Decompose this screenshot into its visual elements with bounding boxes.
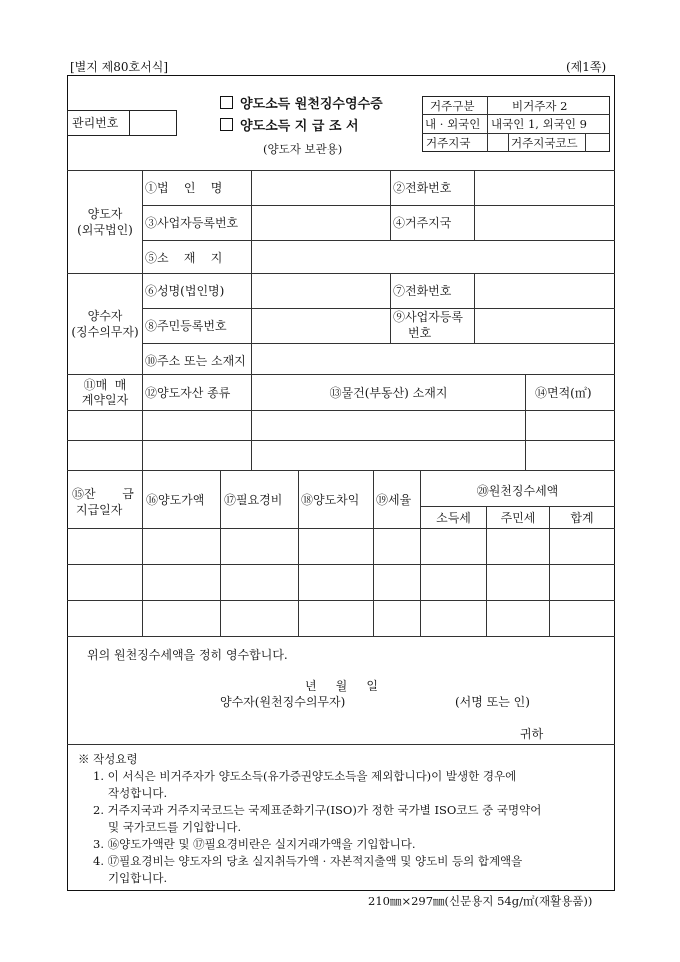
- mgmt-no-label: 관리번호: [72, 116, 119, 130]
- checkbox-receipt[interactable]: [220, 96, 233, 109]
- title-payment-record[interactable]: 양도소득 지 급 조 서: [220, 118, 359, 134]
- instruction-4-cont: 기입합니다.: [108, 871, 168, 885]
- payment-row-2[interactable]: [68, 565, 614, 599]
- col-property-location: ⑬물건(부동산) 소재지: [329, 386, 448, 400]
- col-transfer-gain: ⑱양도차익: [301, 493, 360, 507]
- col-transfer-price: ⑯양도가액: [146, 493, 205, 507]
- field-biz-reg-input[interactable]: [252, 206, 389, 239]
- field-corp-name-input[interactable]: [252, 171, 389, 204]
- asset-row-1[interactable]: [68, 411, 614, 439]
- receipt-payer: 양수자(원천징수의무자): [220, 695, 346, 709]
- instruction-4: 4. ⑰필요경비는 양도자의 당초 실지취득가액 · 자본적지출액 및 양도비 등의 합계액을: [93, 854, 523, 868]
- instruction-3: 3. ⑯양도가액란 및 ⑰필요경비란은 실지거래가액을 기입합니다.: [93, 837, 416, 851]
- form-number: [별지 제80호서식]: [70, 60, 168, 74]
- receipt-date[interactable]: 년 월 일: [305, 679, 378, 693]
- nationality-value: 내국인 1, 외국인 9: [491, 117, 587, 131]
- checkbox-payment-record[interactable]: [220, 118, 233, 131]
- copy-note: (양도자 보관용): [263, 142, 343, 156]
- field-name-input[interactable]: [252, 274, 389, 307]
- payment-row-3[interactable]: [68, 601, 614, 635]
- asset-row-2[interactable]: [68, 441, 614, 469]
- transferor-label: 양도자: [87, 207, 123, 221]
- field-resident-no-input[interactable]: [252, 309, 389, 342]
- instruction-2: 2. 거주지국과 거주지국코드는 국제표준화기구(ISO)가 정한 국가별 ISO코드 중 국명약어: [93, 803, 542, 817]
- title-receipt[interactable]: 양도소득 원천징수영수증: [220, 96, 383, 112]
- col-asset-type: ⑫양도자산 종류: [145, 386, 231, 400]
- field-location-label: ⑤소 재 지: [145, 251, 223, 265]
- field-phone-input[interactable]: [475, 171, 613, 204]
- country-code-label: 거주지국코드: [511, 136, 578, 150]
- col-area: ⑭면적(㎡): [535, 386, 592, 400]
- field-phone-label: ②전화번호: [393, 181, 452, 195]
- field-transferee-biz-input[interactable]: [475, 309, 613, 342]
- instruction-2-cont: 및 국가코드를 기입합니다.: [108, 820, 242, 834]
- field-corp-name-label: ①법 인 명: [145, 181, 223, 195]
- field-country-input[interactable]: [475, 206, 613, 239]
- field-address-input[interactable]: [252, 344, 613, 373]
- field-transferee-phone-input[interactable]: [475, 274, 613, 307]
- residency-value: 비거주자 2: [512, 99, 568, 113]
- instruction-1-cont: 작성합니다.: [108, 786, 168, 800]
- transferor-sublabel: (외국법인): [77, 223, 133, 237]
- nationality-label: 내 · 외국인: [425, 117, 481, 131]
- mgmt-no-input[interactable]: [129, 110, 177, 136]
- col-total: 합계: [570, 511, 594, 525]
- paper-spec: 210㎜×297㎜(신문용지 54g/㎡(재활용품)): [368, 894, 593, 908]
- field-transferee-phone-label: ⑦전화번호: [393, 284, 452, 298]
- col-balance-payment: ⑮잔 금: [72, 487, 134, 501]
- field-address-label: ⑩주소 또는 소재지: [145, 354, 246, 368]
- col-resident-tax: 주민세: [500, 511, 536, 525]
- col-balance-payment-2: 지급일자: [76, 503, 123, 517]
- col-withholding-tax: ⑳원천징수세액: [476, 484, 559, 498]
- field-name-label: ⑥성명(법인명): [145, 284, 225, 298]
- receipt-statement: 위의 원천징수세액을 정히 영수합니다.: [87, 648, 288, 662]
- transferee-sublabel: (징수의무자): [71, 325, 139, 339]
- field-transferee-biz-label: ⑨사업자등록: [393, 310, 463, 324]
- field-transferee-biz-label-2: 번호: [408, 326, 432, 340]
- page-number: (제1쪽): [566, 60, 607, 74]
- col-contract-date-2: 계약일자: [81, 393, 129, 407]
- field-resident-no-label: ⑧주민등록번호: [145, 319, 227, 333]
- field-country-label: ④거주지국: [393, 216, 452, 230]
- transferee-label: 양수자: [87, 309, 123, 323]
- field-biz-reg-label: ③사업자등록번호: [145, 216, 239, 230]
- col-tax-rate: ⑲세율: [376, 493, 412, 507]
- receipt-honorific: 귀하: [520, 727, 544, 741]
- col-income-tax: 소득세: [436, 511, 471, 525]
- instructions-title: ※ 작성요령: [78, 752, 138, 766]
- col-necessary-expense: ⑰필요경비: [224, 493, 283, 507]
- receipt-signature[interactable]: (서명 또는 인): [455, 695, 530, 709]
- field-location-input[interactable]: [252, 241, 613, 272]
- col-contract-date: ⑪매 매: [83, 378, 127, 392]
- instruction-1: 1. 이 서식은 비거주자가 양도소득(유가증권양도소득을 제외합니다)이 발생한 경우에: [93, 769, 517, 783]
- residency-label: 거주구분: [430, 99, 475, 113]
- payment-row-1[interactable]: [68, 529, 614, 563]
- country-label: 거주지국: [426, 136, 471, 150]
